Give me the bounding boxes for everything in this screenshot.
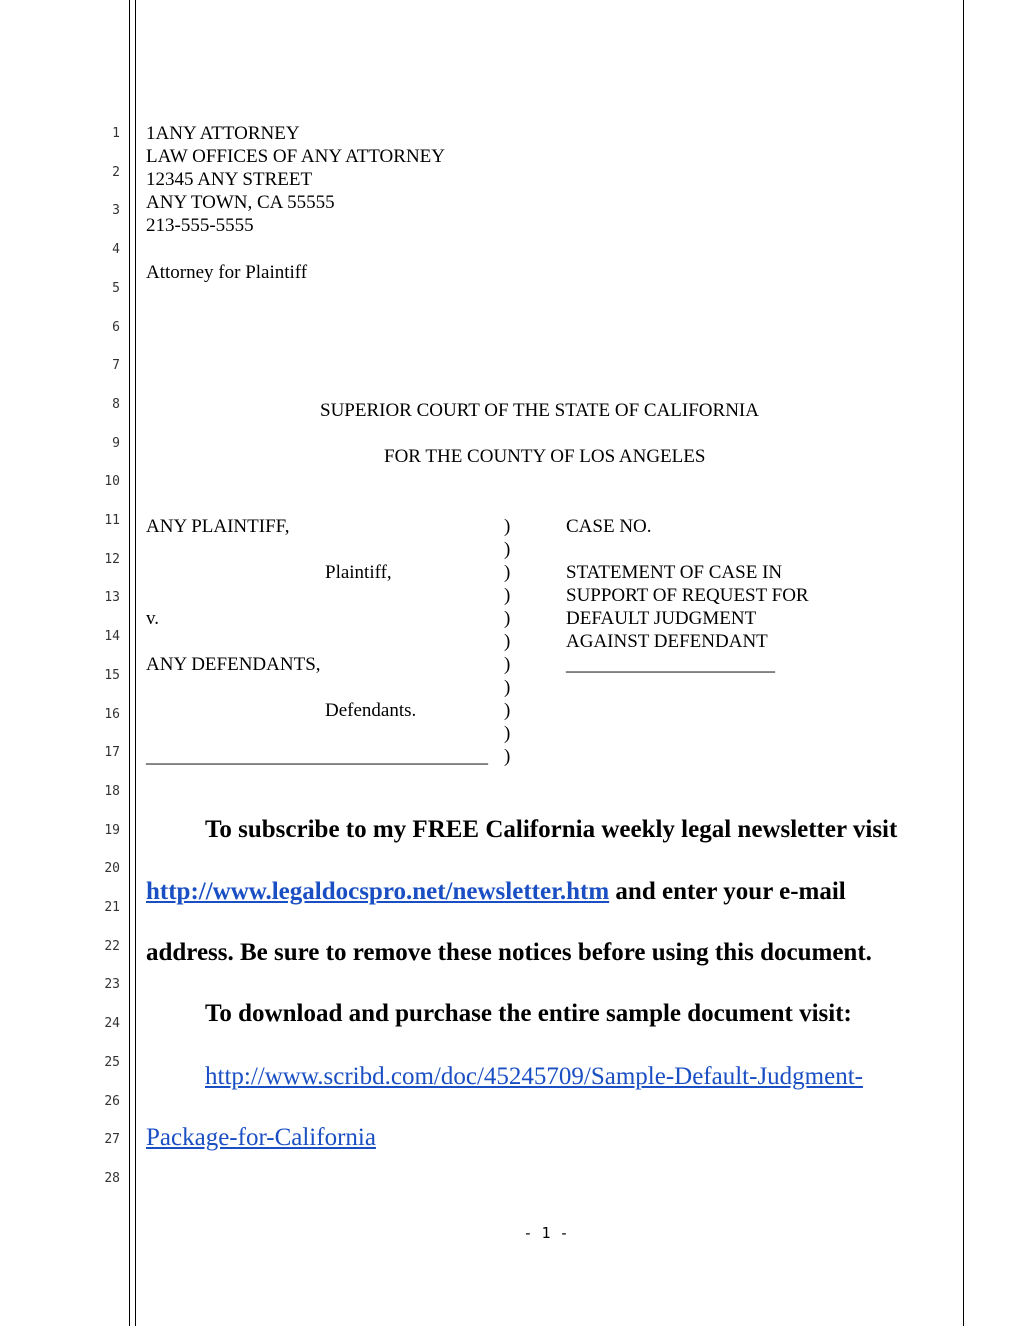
document-title-line: SUPPORT OF REQUEST FOR [566,585,809,606]
caption-signature-line: ____________________________________ [146,746,488,767]
attorney-name: 1ANY ATTORNEY [146,123,300,144]
line-number: 27 [104,1132,120,1148]
line-number: 24 [104,1016,120,1032]
margin-rule-left-inner [135,0,136,1326]
line-number: 25 [104,1054,120,1070]
line-number: 26 [104,1093,120,1109]
caption-paren: ) [504,631,511,652]
line-number: 21 [104,900,120,915]
caption-paren: ) [504,516,511,537]
line-number: 11 [104,513,120,528]
caption-paren: ) [504,700,511,721]
page-number: - 1 - [523,1224,569,1242]
line-number: 8 [112,396,120,412]
document-title-line: AGAINST DEFENDANT [566,631,768,652]
caption-paren: ) [504,539,511,560]
attorney-city: ANY TOWN, CA 55555 [146,192,335,213]
line-number: 9 [112,435,120,451]
caption-paren: ) [504,746,511,767]
plaintiff-name: ANY PLAINTIFF, [146,516,290,537]
notice-line-2 [146,877,846,907]
line-number: 14 [104,629,120,645]
attorney-street: 12345 ANY STREET [146,169,313,190]
notice-line-3: address. Be sure to remove these notices before using this document. [146,939,872,966]
newsletter-link[interactable]: http://www.legaldocspro.net/newsletter.htm [146,878,610,905]
line-number: 4 [112,242,120,258]
line-number: 23 [104,977,120,993]
caption-paren: ) [504,677,511,698]
defendant-name: ANY DEFENDANTS, [146,654,321,675]
attorney-phone: 213-555-5555 [146,215,254,236]
line-number: 6 [112,319,120,335]
caption-paren: ) [504,723,511,744]
caption-paren: ) [504,562,511,583]
defendant-role: Defendants. [325,700,417,721]
line-number: 19 [104,822,120,838]
notice-line-2-rest: and enter your e-mail [609,878,846,905]
document-title-line: DEFAULT JUDGMENT [566,608,757,629]
line-number: 28 [104,1170,120,1186]
line-number: 20 [104,861,120,877]
caption-paren: ) [504,608,511,629]
caption-paren: ) [504,585,511,606]
scribd-link-part-1[interactable]: http://www.scribd.com/doc/45245709/Sample-Default-Judgment- [205,1063,863,1090]
line-number: 22 [104,938,120,954]
line-number: 18 [104,783,120,799]
attorney-role: Attorney for Plaintiff [146,262,308,283]
document-title-line: STATEMENT OF CASE IN [566,562,783,583]
line-number: 15 [104,667,120,683]
attorney-firm: LAW OFFICES OF ANY ATTORNEY [146,146,445,167]
line-number: 5 [112,280,120,296]
line-number: 12 [104,551,120,567]
court-name: SUPERIOR COURT OF THE STATE OF CALIFORNIA [320,400,759,421]
plaintiff-role: Plaintiff, [325,562,392,583]
line-number: 3 [112,203,120,219]
versus: v. [146,608,160,629]
scribd-link-part-2[interactable]: Package-for-California [146,1124,376,1151]
line-number: 13 [104,590,120,606]
caption-paren: ) [504,654,511,675]
margin-rule-right [963,0,964,1326]
document-title-underline: ______________________ [566,654,775,675]
line-number: 10 [104,474,120,490]
margin-rule-left-outer [129,0,130,1326]
line-number: 1 [112,126,120,141]
court-county: FOR THE COUNTY OF LOS ANGELES [384,446,706,467]
case-number-label: CASE NO. [566,516,652,537]
line-number: 17 [104,745,120,761]
notice-line-1: To subscribe to my FREE California weekly legal newsletter visit [205,816,898,843]
line-number: 7 [112,358,120,374]
notice-line-4: To download and purchase the entire sample document visit: [205,1000,852,1027]
line-number: 2 [112,164,120,180]
line-number: 16 [104,706,120,722]
